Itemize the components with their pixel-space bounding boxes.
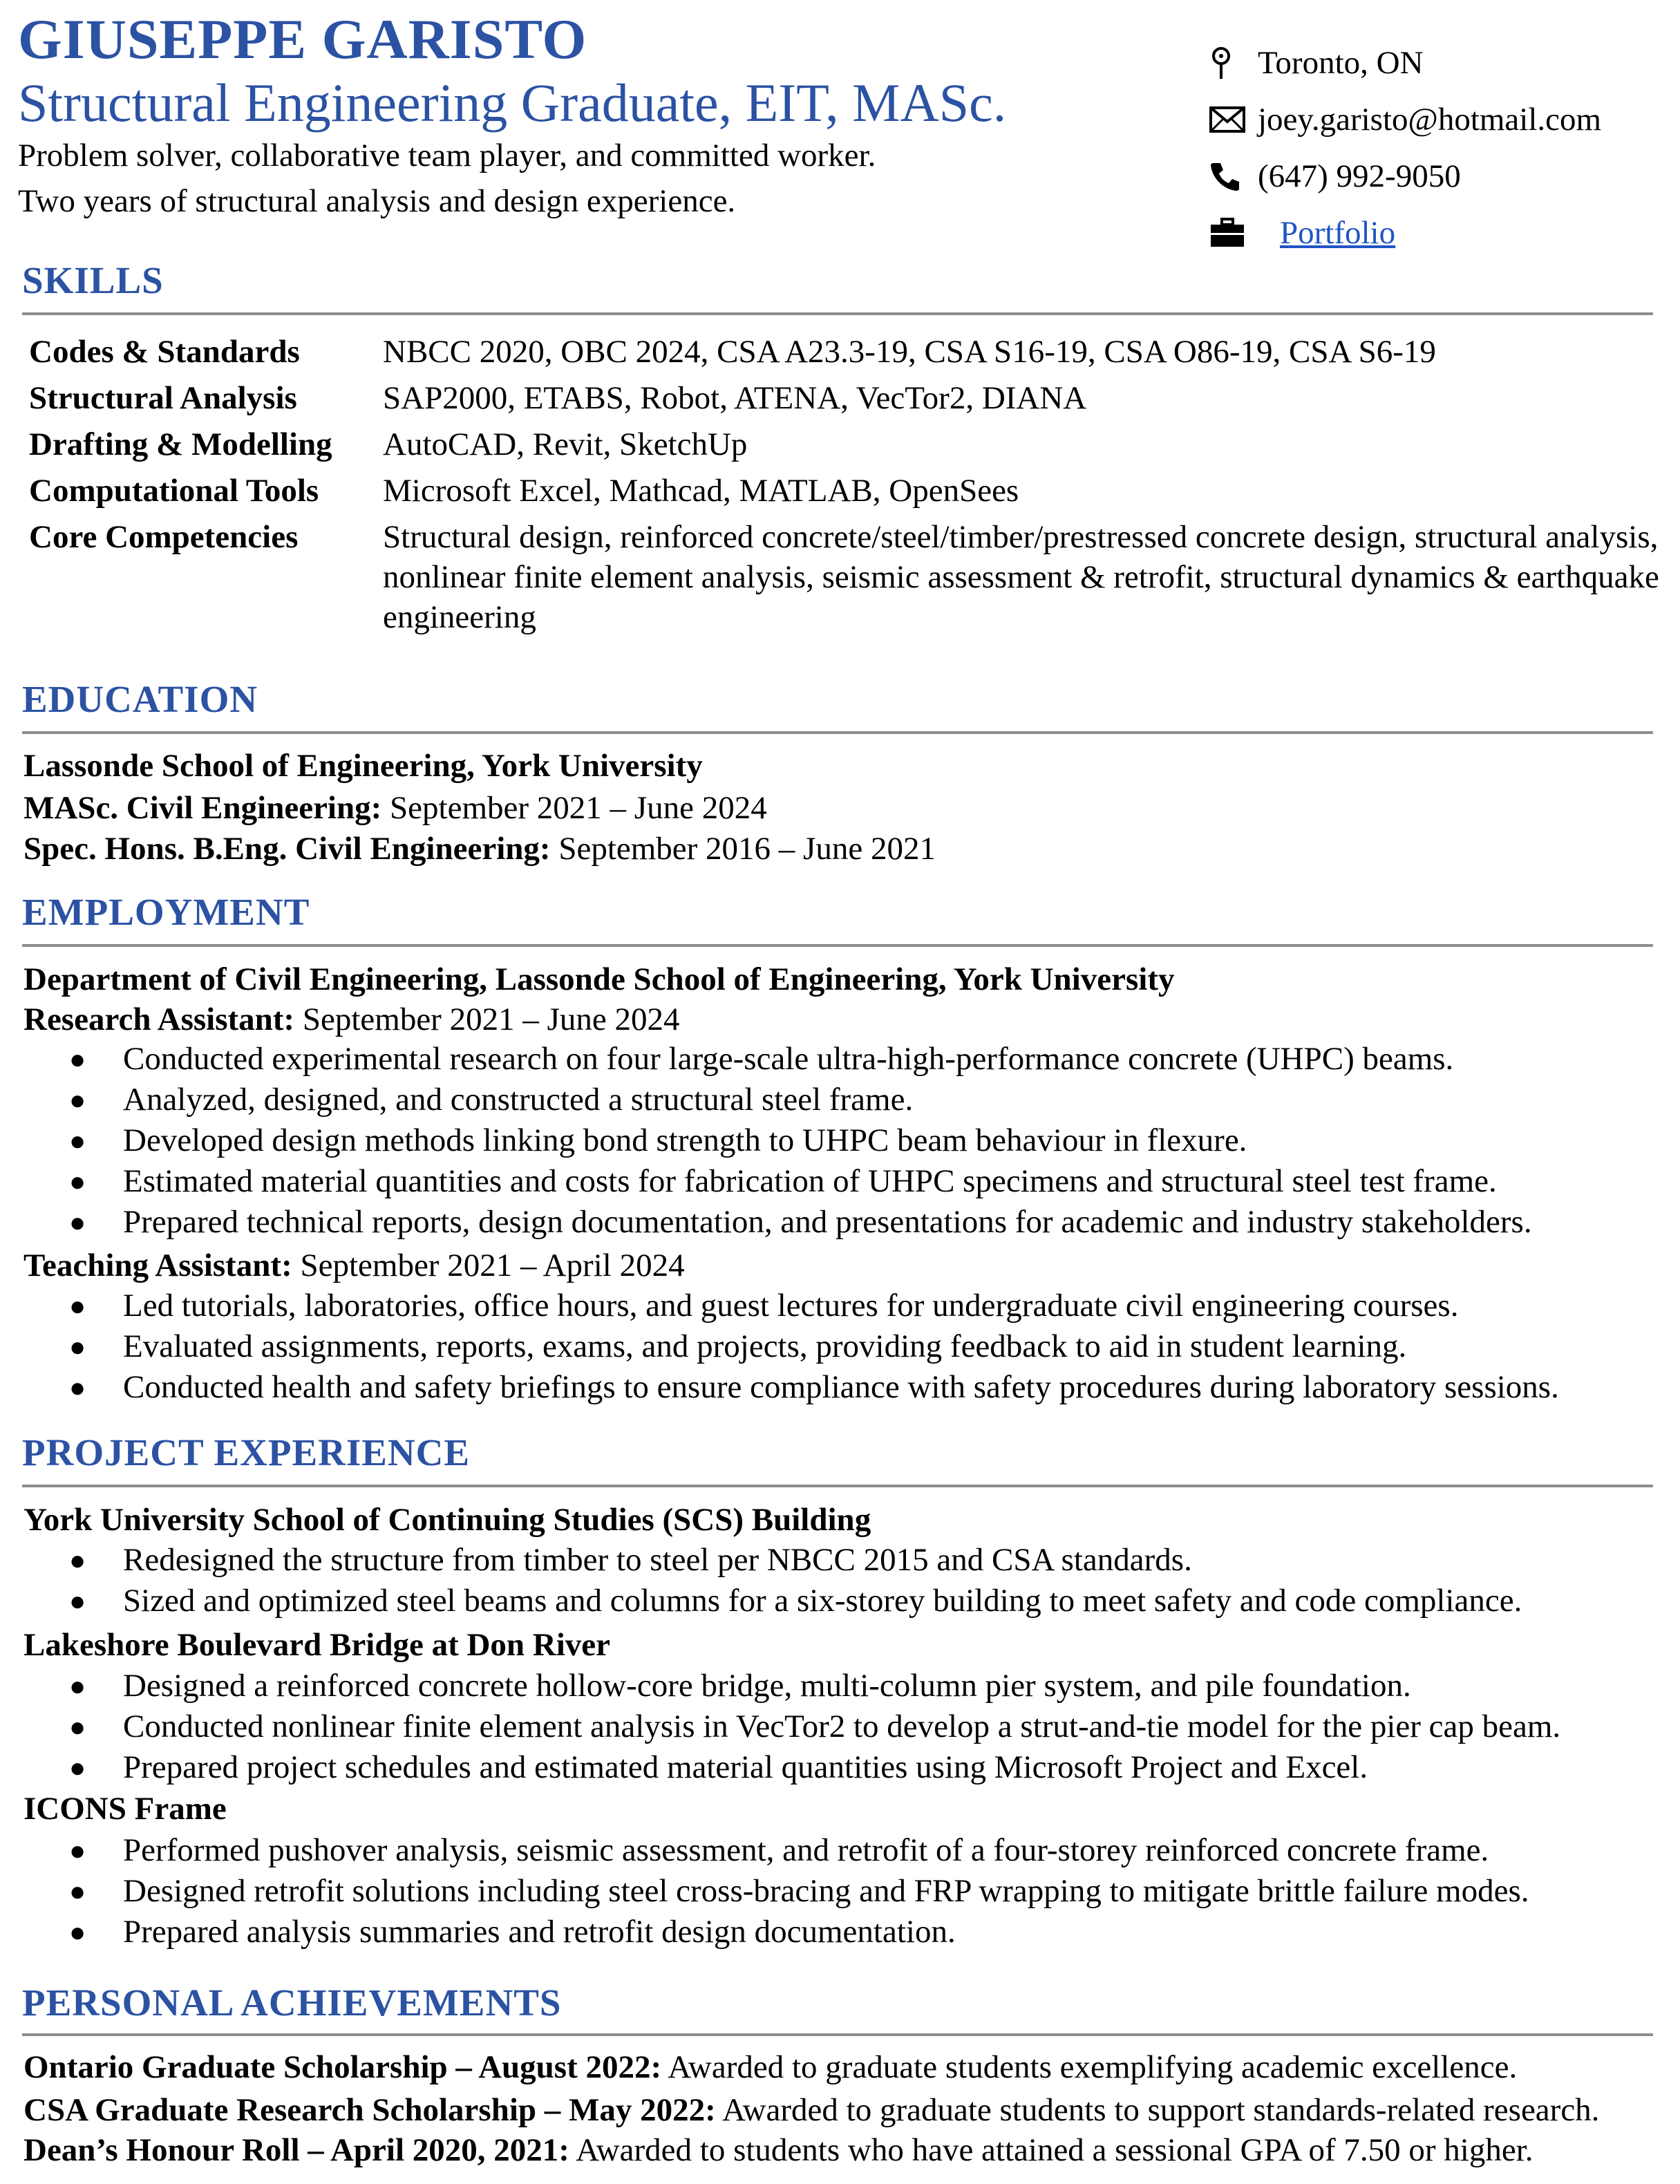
bullet-icon: ● bbox=[69, 1166, 86, 1197]
org-name: Department of Civil Engineering, Lassonde School of Engineering, York University bbox=[23, 961, 1175, 997]
degree-dates: September 2016 – June 2021 bbox=[550, 831, 936, 867]
location-text: Toronto, ON bbox=[1258, 45, 1424, 81]
employment-org bbox=[23, 963, 1174, 996]
email-icon bbox=[1209, 102, 1251, 137]
phone-text: (647) 992-9050 bbox=[1258, 158, 1461, 194]
project-name: ICONS Frame bbox=[23, 1791, 227, 1827]
bullet-icon: ● bbox=[69, 1125, 86, 1156]
teaching-assistant-bullets bbox=[69, 1286, 1559, 1408]
list-item bbox=[69, 1581, 1522, 1621]
school-name: Lassonde School of Engineering, York University bbox=[23, 748, 703, 784]
achievement-text: Awarded to graduate students exemplifying academic excellence. bbox=[661, 2049, 1518, 2085]
education-school bbox=[23, 750, 703, 782]
bullet-text: Sized and optimized steel beams and columns for a six-storey building to meet safety and code compliance. bbox=[123, 1583, 1522, 1619]
list-item bbox=[69, 1540, 1522, 1581]
bullet-icon: ● bbox=[69, 1835, 86, 1866]
contact-location bbox=[1209, 35, 1601, 91]
email-text[interactable]: joey.garisto@hotmail.com bbox=[1258, 102, 1602, 138]
skill-label: Core Competencies bbox=[29, 519, 299, 555]
achievement-text: Awarded to students who have attained a sessional GPA of 7.50 or higher. bbox=[569, 2132, 1533, 2168]
skill-label: Codes & Standards bbox=[29, 334, 300, 370]
project-name: Lakeshore Boulevard Bridge at Don River bbox=[23, 1627, 611, 1663]
project-title bbox=[23, 1504, 871, 1536]
projects-divider bbox=[22, 1485, 1653, 1487]
bullet-icon: ● bbox=[69, 1331, 86, 1362]
contact-block bbox=[1209, 35, 1601, 261]
phone-icon bbox=[1209, 159, 1251, 194]
skill-label: Drafting & Modelling bbox=[29, 426, 332, 462]
list-item bbox=[69, 1120, 1532, 1161]
list-item bbox=[69, 1039, 1532, 1080]
skill-value: Microsoft Excel, Mathcad, MATLAB, OpenSees bbox=[383, 473, 1019, 509]
bullet-icon: ● bbox=[69, 1044, 86, 1075]
bullet-icon: ● bbox=[69, 1917, 86, 1948]
achievement-label: Dean’s Honour Roll – April 2020, 2021: bbox=[23, 2132, 569, 2168]
skill-row bbox=[29, 332, 1674, 372]
achievement-text: Awarded to graduate students to support standards-related research. bbox=[715, 2092, 1600, 2128]
role-label: Teaching Assistant: bbox=[23, 1248, 292, 1283]
skill-value: Structural design, reinforced concrete/steel/timber/prestressed concrete design, structural analysis, nonlinear finite element analysis, seismic assessment & retrofit, structural dynamics & earthquake engineering bbox=[383, 519, 1659, 635]
achievement-item bbox=[23, 2094, 1599, 2127]
achievement-item bbox=[23, 2134, 1533, 2167]
list-item bbox=[69, 1286, 1559, 1326]
contact-email bbox=[1209, 91, 1601, 148]
employment-heading: EMPLOYMENT bbox=[22, 891, 310, 933]
skill-value: SAP2000, ETABS, Robot, ATENA, VecTor2, DIANA bbox=[383, 380, 1087, 416]
achievements-heading: PERSONAL ACHIEVEMENTS bbox=[22, 1981, 562, 2024]
teaching-assistant-role bbox=[23, 1250, 685, 1282]
achievement-label: Ontario Graduate Scholarship – August 2022: bbox=[23, 2049, 662, 2085]
skills-heading: SKILLS bbox=[22, 259, 164, 301]
bullet-text: Prepared project schedules and estimated material quantities using Microsoft Project and Excel. bbox=[123, 1749, 1368, 1785]
skill-label: Structural Analysis bbox=[29, 380, 297, 416]
list-item bbox=[69, 1080, 1532, 1120]
bullet-icon: ● bbox=[69, 1670, 86, 1702]
map-pin-icon bbox=[1209, 46, 1251, 80]
bullet-icon: ● bbox=[69, 1207, 86, 1238]
projects-heading: PROJECT EXPERIENCE bbox=[22, 1431, 471, 1474]
bullet-text: Conducted experimental research on four large-scale ultra-high-performance concrete (UHPC) beams. bbox=[123, 1041, 1454, 1077]
bullet-icon: ● bbox=[69, 1752, 86, 1783]
role-dates: September 2021 – April 2024 bbox=[292, 1248, 685, 1283]
research-assistant-role bbox=[23, 1001, 680, 1037]
achievements-divider bbox=[22, 2033, 1653, 2036]
list-item bbox=[69, 1747, 1560, 1788]
bullet-icon: ● bbox=[69, 1290, 86, 1321]
list-item bbox=[69, 1912, 1529, 1952]
project-name: York University School of Continuing Studies (SCS) Building bbox=[23, 1502, 871, 1538]
degree-dates: September 2021 – June 2024 bbox=[381, 790, 767, 826]
list-item bbox=[69, 1202, 1532, 1243]
education-degree-beng bbox=[23, 833, 936, 865]
research-assistant-bullets bbox=[69, 1039, 1532, 1243]
skill-value: NBCC 2020, OBC 2024, CSA A23.3-19, CSA S16-19, CSA O86-19, CSA S6-19 bbox=[383, 334, 1436, 370]
role-dates: September 2021 – June 2024 bbox=[294, 1001, 680, 1037]
bullet-text: Performed pushover analysis, seismic assessment, and retrofit of a four-storey reinforced concrete frame. bbox=[123, 1832, 1489, 1868]
degree-label: Spec. Hons. B.Eng. Civil Engineering: bbox=[23, 831, 551, 867]
education-divider bbox=[22, 731, 1653, 734]
role-label: Research Assistant: bbox=[23, 1001, 295, 1037]
bullet-icon: ● bbox=[69, 1711, 86, 1742]
bullet-text: Led tutorials, laboratories, office hours, and guest lectures for undergraduate civil engineering courses. bbox=[123, 1288, 1459, 1324]
bullet-icon: ● bbox=[69, 1545, 86, 1576]
project-1-bullets bbox=[69, 1540, 1522, 1621]
contact-phone bbox=[1209, 148, 1601, 205]
bullet-icon: ● bbox=[69, 1084, 86, 1115]
briefcase-icon bbox=[1209, 216, 1251, 250]
bullet-text: Designed retrofit solutions including steel cross-bracing and FRP wrapping to mitigate brittle failure modes. bbox=[123, 1873, 1529, 1909]
list-item bbox=[69, 1367, 1559, 1408]
project-title bbox=[23, 1629, 610, 1661]
list-item bbox=[69, 1706, 1560, 1747]
skill-row bbox=[29, 424, 1674, 464]
list-item bbox=[69, 1666, 1560, 1706]
bullet-icon: ● bbox=[69, 1372, 86, 1403]
bullet-icon: ● bbox=[69, 1876, 86, 1907]
bullet-text: Prepared technical reports, design documentation, and presentations for academic and industry stakeholders. bbox=[123, 1204, 1532, 1240]
education-degree-masc bbox=[23, 792, 767, 825]
list-item bbox=[69, 1326, 1559, 1367]
skill-row bbox=[29, 471, 1674, 511]
portfolio-link[interactable]: Portfolio bbox=[1280, 215, 1396, 251]
list-item bbox=[69, 1871, 1529, 1912]
education-heading: EDUCATION bbox=[22, 678, 258, 720]
degree-label: MASc. Civil Engineering: bbox=[23, 790, 382, 826]
list-item bbox=[69, 1830, 1529, 1871]
bullet-text: Conducted nonlinear finite element analysis in VecTor2 to develop a strut-and-tie model for the pier cap beam. bbox=[123, 1708, 1561, 1744]
skill-value: AutoCAD, Revit, SketchUp bbox=[383, 426, 748, 462]
bullet-text: Conducted health and safety briefings to ensure compliance with safety procedures during laboratory sessions. bbox=[123, 1369, 1559, 1405]
bullet-text: Analyzed, designed, and constructed a structural steel frame. bbox=[123, 1082, 914, 1118]
bullet-text: Designed a reinforced concrete hollow-core bridge, multi-column pier system, and pile foundation. bbox=[123, 1668, 1411, 1704]
bullet-text: Prepared analysis summaries and retrofit design documentation. bbox=[123, 1914, 956, 1950]
employment-divider bbox=[22, 944, 1653, 947]
skills-divider bbox=[22, 312, 1653, 315]
candidate-title: Structural Engineering Graduate, EIT, MASc. bbox=[18, 73, 1007, 133]
bullet-text: Developed design methods linking bond strength to UHPC beam behaviour in flexure. bbox=[123, 1122, 1247, 1158]
skills-table bbox=[29, 332, 1674, 643]
contact-portfolio bbox=[1209, 205, 1601, 261]
tagline-line-1: Problem solver, collaborative team player, and committed worker. bbox=[18, 138, 876, 173]
skill-label: Computational Tools bbox=[29, 473, 319, 509]
bullet-text: Estimated material quantities and costs for fabrication of UHPC specimens and structural steel test frame. bbox=[123, 1163, 1497, 1199]
project-title bbox=[23, 1793, 227, 1825]
candidate-name: GIUSEPPE GARISTO bbox=[18, 8, 587, 70]
bullet-icon: ● bbox=[69, 1585, 86, 1617]
list-item bbox=[69, 1161, 1532, 1202]
bullet-text: Redesigned the structure from timber to steel per NBCC 2015 and CSA standards. bbox=[123, 1542, 1192, 1578]
skill-row bbox=[29, 378, 1674, 418]
project-2-bullets bbox=[69, 1666, 1560, 1788]
achievement-item bbox=[23, 2051, 1517, 2084]
tagline-line-2: Two years of structural analysis and design experience. bbox=[18, 183, 736, 219]
skill-row bbox=[29, 517, 1674, 637]
project-3-bullets bbox=[69, 1830, 1529, 1952]
bullet-text: Evaluated assignments, reports, exams, and projects, providing feedback to aid in student learning. bbox=[123, 1328, 1407, 1364]
achievement-label: CSA Graduate Research Scholarship – May 2022: bbox=[23, 2092, 716, 2128]
